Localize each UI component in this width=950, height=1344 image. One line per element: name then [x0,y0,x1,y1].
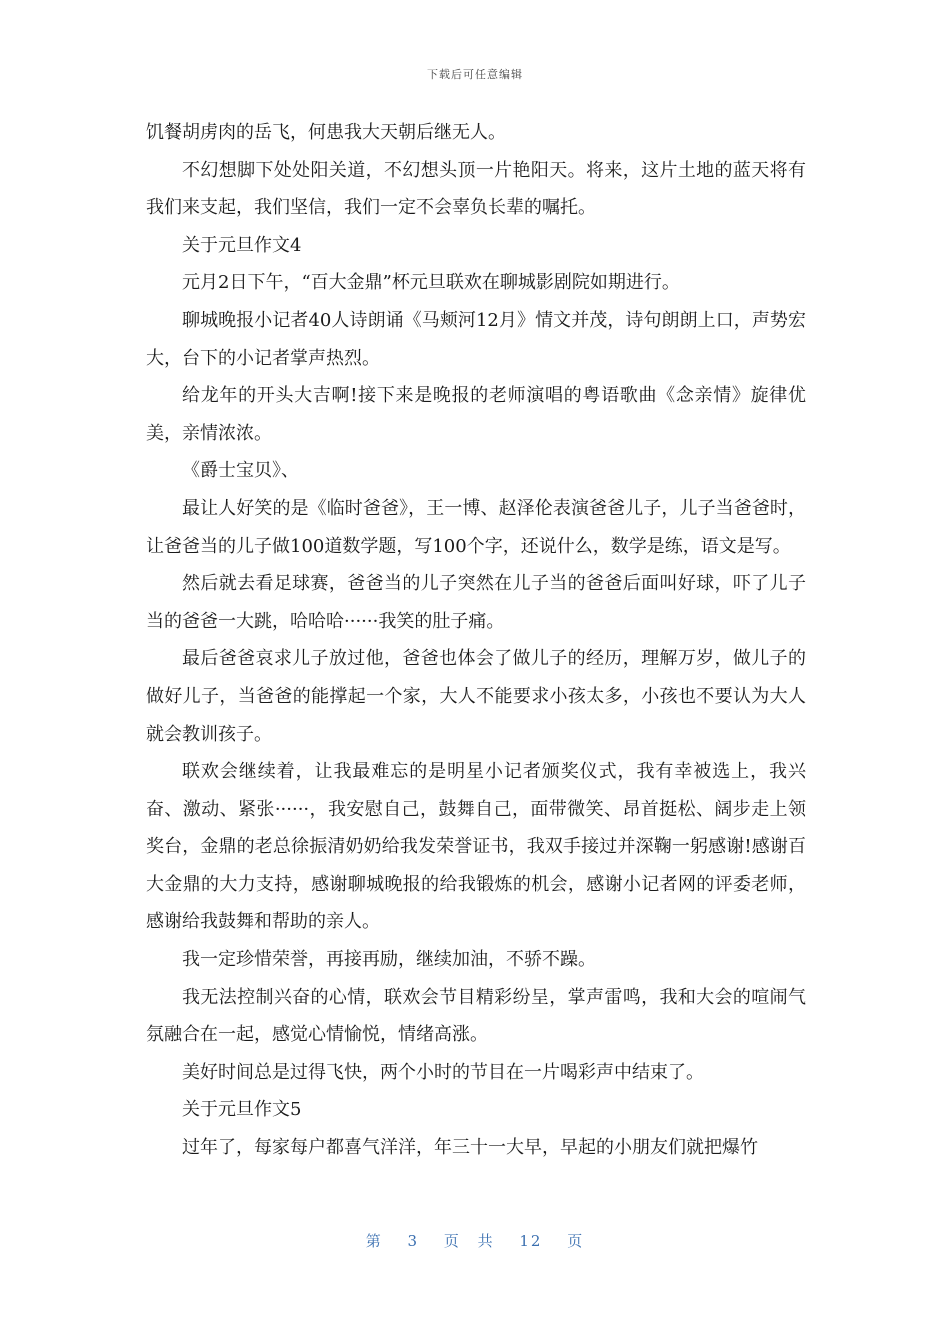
page-header-note: 下载后可任意编辑 [427,68,523,81]
section-heading: 关于元旦作文5 [182,1099,302,1121]
footer-suffix: 页 [567,1232,585,1250]
paragraph: 联欢会继续着，让我最难忘的是明星小记者颁奖仪式，我有幸被选上，我兴奋、激动、紧张······，我安慰自己，鼓舞自己，面带微笑、昂首挺松、阔步走上领奖台，金鼎的老总徐振清奶奶给我发荣誉证书，我双手接过并深鞠一躬感谢!感谢百大金鼎的大力支持，感谢聊城晚报的给我锻炼的机会，感谢小记者网的评委老师，感谢给我鼓舞和帮助的亲人。 [146,761,806,933]
page-footer [0,1230,950,1251]
footer-prefix: 第 [365,1232,383,1250]
footer-middle: 页 共 [443,1232,495,1250]
section-heading: 关于元旦作文4 [182,234,302,256]
paragraph: 我无法控制兴奋的心情，联欢会节目精彩纷呈，掌声雷鸣，我和大会的喧闹气氛融合在一起，感觉心情愉悦，情绪高涨。 [146,986,806,1046]
paragraph: 不幻想脚下处处阳关道，不幻想头顶一片艳阳天。将来，这片土地的蓝天将有我们来支起，我们坚信，我们一定不会辜负长辈的嘱托。 [146,159,806,219]
paragraph: 饥餐胡虏肉的岳飞，何患我大天朝后继无人。 [146,122,506,143]
paragraph: 美好时间总是过得飞快，两个小时的节目在一片喝彩声中结束了。 [182,1061,704,1083]
paragraph: 我一定珍惜荣誉，再接再励，继续加油，不骄不躁。 [182,949,596,971]
paragraph: 元月2日下午，“百大金鼎”杯元旦联欢在聊城影剧院如期进行。 [182,272,680,294]
paragraph: 最后爸爸哀求儿子放过他，爸爸也体会了做儿子的经历，理解万岁，做儿子的做好儿子，当爸爸的能撑起一个家，大人不能要求小孩太多，小孩也不要认为大人就会教训孩子。 [146,648,806,745]
paragraph: 聊城晚报小记者40人诗朗诵《马颊河12月》情文并茂，诗句朗朗上口，声势宏大，台下的小记者掌声热烈。 [146,309,806,369]
footer-total-pages: 12 [519,1232,543,1250]
footer-current-page: 3 [407,1232,420,1250]
paragraph: 最让人好笑的是《临时爸爸》，王一博、赵泽伦表演爸爸儿子，儿子当爸爸时，让爸爸当的儿子做100道数学题，写100个字，还说什么，数学是练，语文是写。 [146,497,806,557]
paragraph: 过年了，每家每户都喜气洋洋，年三十一大早，早起的小朋友们就把爆竹 [182,1137,758,1159]
paragraph: 然后就去看足球赛，爸爸当的儿子突然在儿子当的爸爸后面叫好球，吓了儿子当的爸爸一大跳，哈哈哈······我笑的肚子痛。 [146,573,806,632]
paragraph: 给龙年的开头大吉啊!接下来是晚报的老师演唱的粤语歌曲《念亲情》旋律优美，亲情浓浓。 [146,385,806,444]
document-body [146,114,806,1167]
paragraph: 《爵士宝贝》、 [182,460,299,482]
